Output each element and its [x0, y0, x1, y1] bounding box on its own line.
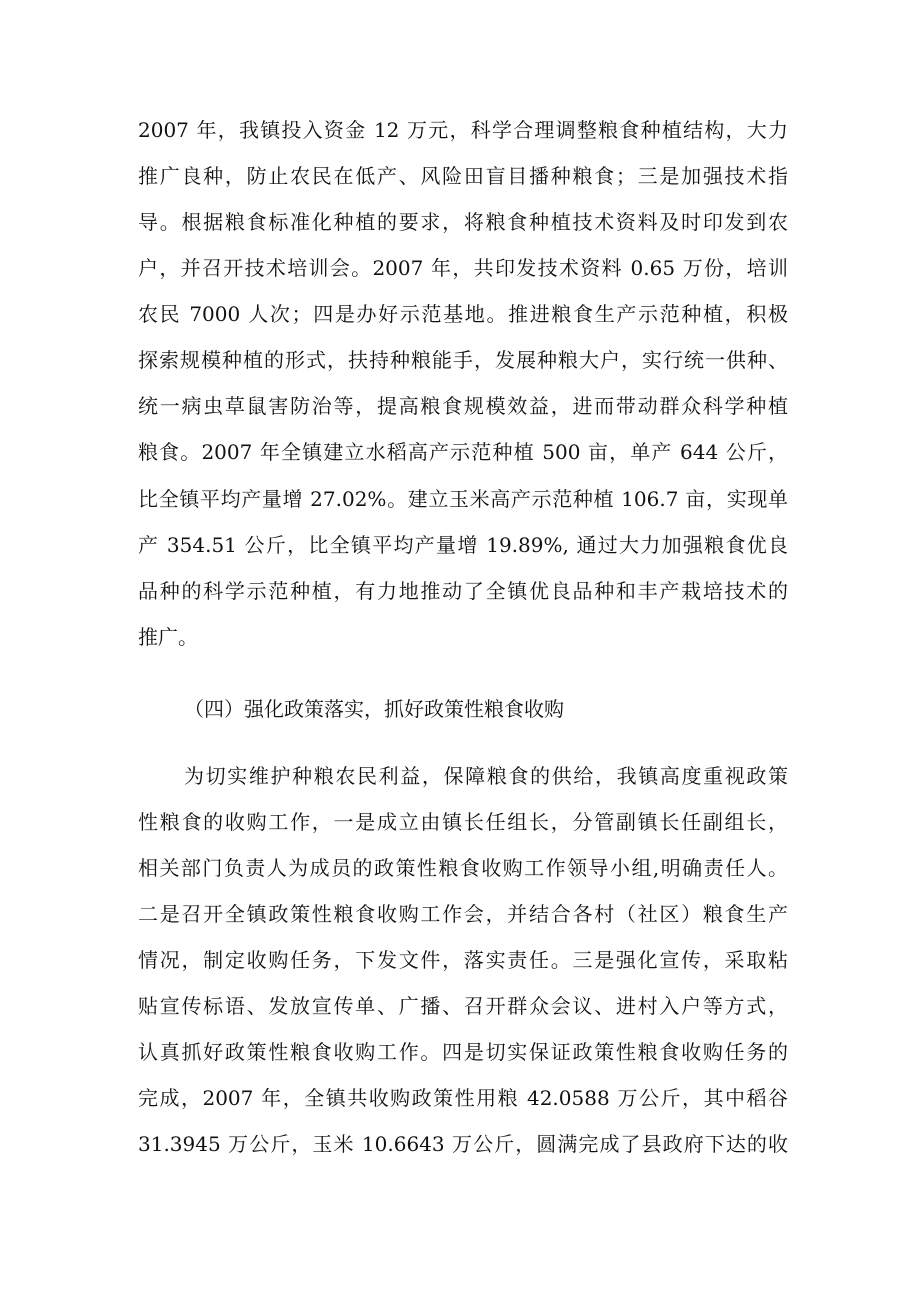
paragraph-1-line-12: 推广。 [138, 625, 198, 649]
paragraph-2-line-9: 31.3945 万公斤，玉米 10.6643 万公斤，圆满完成了县政府下达的收 [138, 1132, 788, 1156]
paragraph-1-line-4: 户，并召开技术培训会。2007 年，共印发技术资料 0.65 万份，培训 [138, 256, 788, 280]
paragraph-2-line-7: 认真抓好政策性粮食收购工作。四是切实保证政策性粮食收购任务的 [138, 1040, 788, 1064]
paragraph-1-line-10: 产 354.51 公斤，比全镇平均产量增 19.89%, 通过大力加强粮食优良 [138, 533, 788, 557]
paragraph-2-line-5: 情况，制定收购任务，下发文件，落实责任。三是强化宣传，采取粘 [138, 948, 788, 972]
paragraph-2-line-4: 二是召开全镇政策性粮食收购工作会，并结合各村（社区）粮食生产 [138, 902, 788, 926]
section-heading: （四）强化政策落实，抓好政策性粮食收购 [184, 697, 564, 721]
paragraph-1-line-6: 探索规模种植的形式，扶持种粮能手，发展种粮大户，实行统一供种、 [138, 348, 788, 372]
paragraph-1-line-9: 比全镇平均产量增 27.02%。建立玉米高产示范种植 106.7 亩，实现单 [138, 487, 788, 511]
paragraph-2-line-6: 贴宣传标语、发放宣传单、广播、召开群众会议、进村入户等方式， [138, 994, 788, 1018]
paragraph-1-line-8: 粮食。2007 年全镇建立水稻高产示范种植 500 亩，单产 644 公斤， [138, 440, 788, 464]
paragraph-1-line-3: 导。根据粮食标准化种植的要求，将粮食种植技术资料及时印发到农 [138, 210, 788, 234]
paragraph-1-line-7: 统一病虫草鼠害防治等，提高粮食规模效益，进而带动群众科学种植 [138, 394, 788, 418]
paragraph-2-line-3: 相关部门负责人为成员的政策性粮食收购工作领导小组,明确责任人。 [138, 856, 788, 880]
paragraph-1-line-2: 推广良种，防止农民在低产、风险田盲目播种粮食；三是加强技术指 [138, 164, 788, 188]
paragraph-2-line-8: 完成，2007 年，全镇共收购政策性用粮 42.0588 万公斤，其中稻谷 [138, 1086, 788, 1110]
paragraph-2-line-2: 性粮食的收购工作，一是成立由镇长任组长，分管副镇长任副组长， [138, 810, 788, 834]
paragraph-1-line-5: 农民 7000 人次；四是办好示范基地。推进粮食生产示范种植，积极 [138, 302, 788, 326]
paragraph-1-line-11: 品种的科学示范种植，有力地推动了全镇优良品种和丰产栽培技术的 [138, 579, 788, 603]
paragraph-1-line-1: 2007 年，我镇投入资金 12 万元，科学合理调整粮食种植结构，大力 [138, 118, 788, 142]
paragraph-2-line-1: 为切实维护种粮农民利益，保障粮食的供给，我镇高度重视政策 [184, 764, 788, 788]
